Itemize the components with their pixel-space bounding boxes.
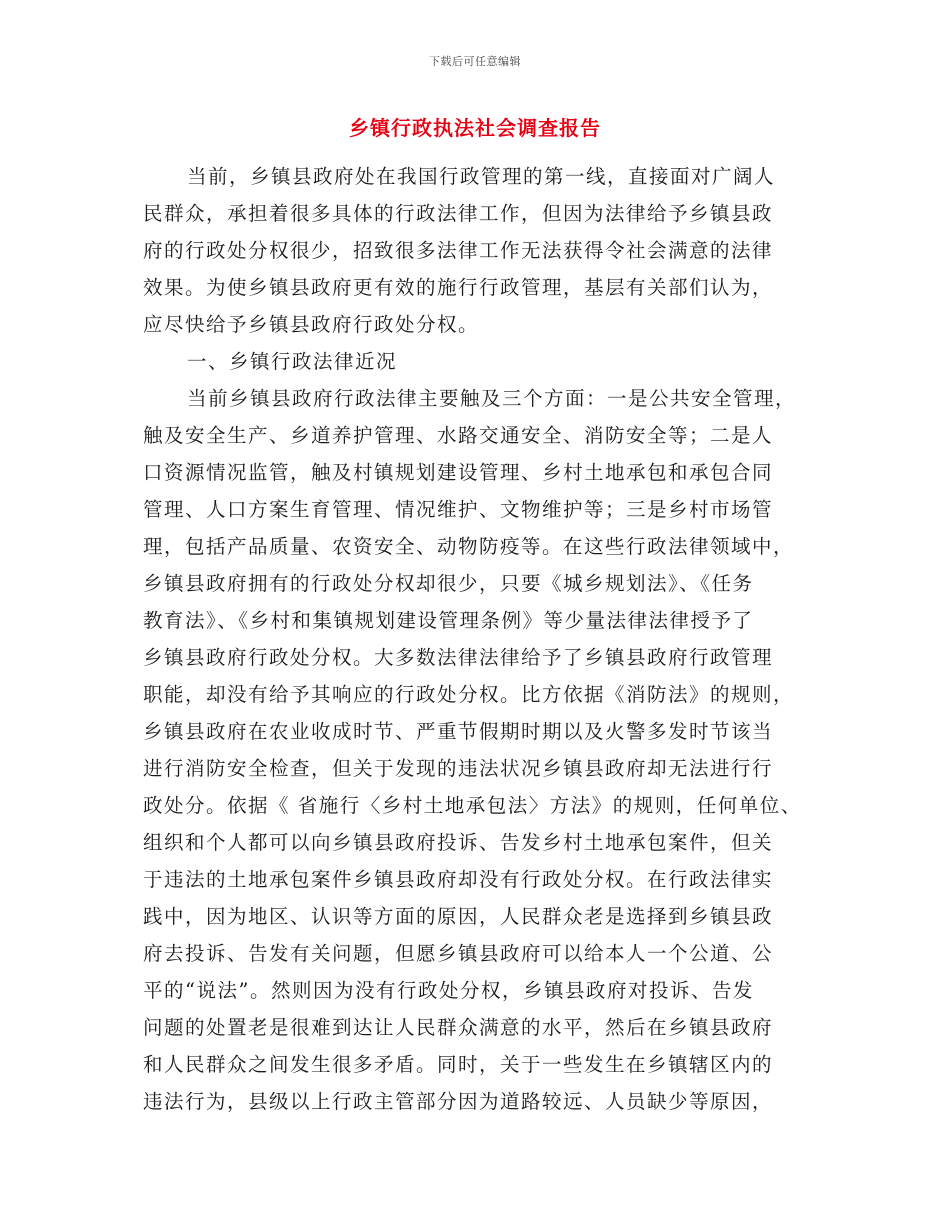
document-body	[143, 158, 808, 1120]
body-line: 当前，乡镇县政府处在我国行政管理的第一线，直接面对广阔人	[187, 165, 776, 188]
body-line: 组织和个人都可以向乡镇县政府投诉、告发乡村土地承包案件，但关	[143, 831, 774, 854]
document-title: 乡镇行政执法社会调查报告	[349, 116, 601, 140]
body-line: 违法行为，县级以上行政主管部分因为道路较远、人员缺少等原因，	[143, 1090, 774, 1113]
body-line: 当前乡镇县政府行政法律主要触及三个方面：一是公共安全管理，	[187, 387, 797, 410]
body-line: 理，包括产品质量、农资安全、动物防疫等。在这些行政法律领域中，	[143, 535, 795, 558]
body-line: 触及安全生产、乡道养护管理、水路交通安全、消防安全等；二是人	[143, 424, 774, 447]
body-line: 职能，却没有给予其响应的行政处分权。比方依据《消防法》的规则，	[143, 683, 795, 706]
body-line: 乡镇县政府行政处分权。大多数法律法律给予了乡镇县政府行政管理	[143, 646, 774, 669]
header-note: 下载后可任意编辑	[429, 55, 521, 68]
body-line: 政处分。依据《 省施行〈乡村土地承包法〉方法》的规则，任何单位、	[143, 794, 802, 817]
body-line: 教育法》、《乡村和集镇规划建设管理条例》等少量法律法律授予了	[143, 609, 754, 632]
body-line: 民群众，承担着很多具体的行政法律工作，但因为法律给予乡镇县政	[143, 202, 774, 225]
body-line: 府去投诉、告发有关问题，但愿乡镇县政府可以给本人一个公道、公	[143, 942, 774, 965]
body-line: 府的行政处分权很少，招致很多法律工作无法获得令社会满意的法律	[143, 239, 774, 262]
body-line: 口资源情况监管，触及村镇规划建设管理、乡村土地承包和承包合同	[143, 461, 774, 484]
body-line: 一、乡镇行政法律近况	[187, 350, 398, 373]
body-line: 和人民群众之间发生很多矛盾。同时，关于一些发生在乡镇辖区内的	[143, 1053, 774, 1076]
body-line: 进行消防安全检查，但关于发现的违法状况乡镇县政府却无法进行行	[143, 757, 774, 780]
body-line: 于违法的土地承包案件乡镇县政府却没有行政处分权。在行政法律实	[143, 868, 774, 891]
body-line: 乡镇县政府在农业收成时节、严重节假期时期以及火警多发时节该当	[143, 720, 774, 743]
body-line: 管理、人口方案生育管理、情况维护、文物维护等；三是乡村市场管	[143, 498, 774, 521]
body-line: 效果。为使乡镇县政府更有效的施行行政管理，基层有关部们认为，	[143, 276, 774, 299]
body-line: 平的“说法”。然则因为没有行政处分权，乡镇县政府对投诉、告发	[143, 979, 754, 1002]
body-line: 应尽快给予乡镇县政府行政处分权。	[143, 313, 480, 336]
body-line: 乡镇县政府拥有的行政处分权却很少，只要《城乡规划法》、《任务	[143, 572, 754, 595]
body-line: 问题的处置老是很难到达让人民群众满意的水平，然后在乡镇县政府	[143, 1016, 774, 1039]
body-line: 践中，因为地区、认识等方面的原因，人民群众老是选择到乡镇县政	[143, 905, 774, 928]
